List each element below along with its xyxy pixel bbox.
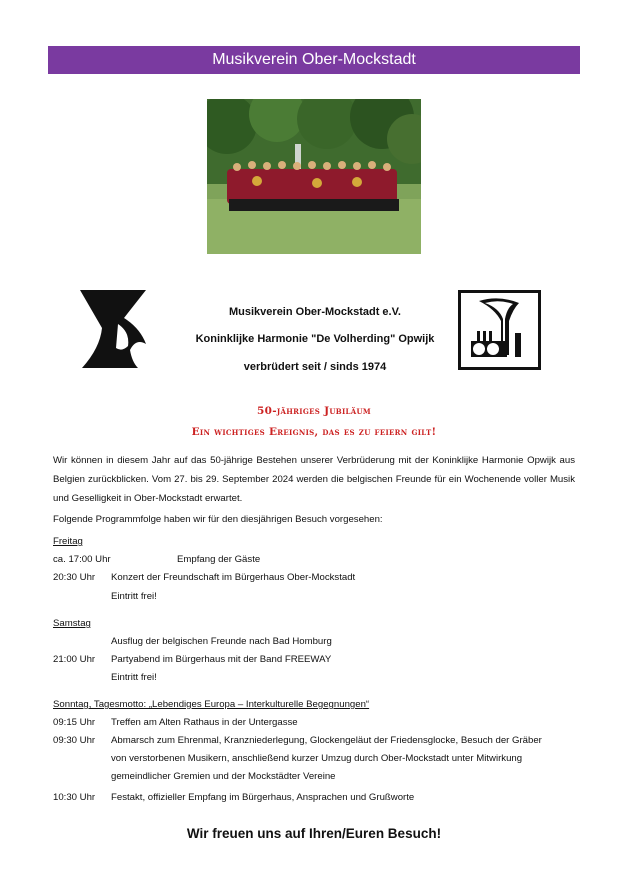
sunday-item-1: Treffen am Alten Rathaus in der Untergasse: [111, 717, 298, 728]
sunday-item-2-line-1: Abmarsch zum Ehrenmal, Kranzniederlegung, Glockengeläut der Friedensglocke, Besuch der Gräber: [111, 735, 542, 746]
saturday-note: Eintritt frei!: [111, 672, 157, 683]
saturday-heading: Samstag: [53, 618, 91, 629]
association-name-1: Musikverein Ober-Mockstadt e.V.: [229, 306, 401, 318]
jubilee-heading: 50-jähriges Jubiläum: [257, 405, 371, 417]
sunday-item-2-line-3: gemeindlicher Gremien und der Mockstädter Vereine: [111, 771, 336, 782]
saturday-item-2: Partyabend im Bürgerhaus mit der Band FREEWAY: [111, 654, 332, 665]
friday-note: Eintritt frei!: [111, 591, 157, 602]
sunday-time-3: 10:30 Uhr: [53, 792, 96, 803]
friday-item-2: Konzert der Freundschaft im Bürgerhaus Ober-Mockstadt: [111, 572, 356, 583]
sunday-item-3: Festakt, offizieller Empfang im Bürgerhaus, Ansprachen und Grußworte: [111, 792, 415, 803]
musikverein-logo: [78, 288, 148, 370]
intro-paragraph: Wir können in diesem Jahr auf das 50-jährige Bestehen unserer Verbrüderung mit der Koninklijke Harmonie Opwijk aus Belgien zurückblicken. Vom 27. bis 29. September 2024 werden die belgischen Freunde für ein Wochenende voller Musik und Geselligkeit in Ober-Mockstadt erwartet.: [53, 455, 575, 504]
saturday-item-1: Ausflug der belgischen Freunde nach Bad Homburg: [111, 636, 332, 647]
sunday-heading: Sonntag, Tagesmotto: „Lebendiges Europa – Interkulturelle Begegnungen“: [53, 699, 370, 710]
friday-heading: Freitag: [53, 536, 83, 547]
association-since: verbrüdert seit / sinds 1974: [243, 361, 387, 373]
page-title-banner: Musikverein Ober-Mockstadt: [48, 46, 580, 74]
sunday-item-2-line-2: von verstorbenen Musikern, anschließend kurzer Umzug durch Ober-Mockstadt unter Mitwirkung: [111, 753, 523, 764]
saturday-time-2: 21:00 Uhr: [53, 654, 96, 665]
group-photo: [207, 99, 421, 254]
association-name-2: Koninklijke Harmonie "De Volherding" Opwijk: [195, 333, 435, 345]
jubilee-subheading: Ein wichtiges Ereignis, das es zu feiern gilt!: [191, 426, 437, 438]
harmonie-logo: [458, 290, 541, 370]
closing-line: Wir freuen uns auf Ihren/Euren Besuch!: [186, 826, 442, 841]
program-intro: Folgende Programmfolge haben wir für den diesjährigen Besuch vorgesehen:: [53, 514, 383, 525]
friday-time-1: ca. 17:00 Uhr: [53, 554, 111, 565]
friday-item-1: Empfang der Gäste: [177, 554, 261, 565]
sunday-time-2: 09:30 Uhr: [53, 735, 96, 746]
friday-time-2: 20:30 Uhr: [53, 572, 96, 583]
sunday-time-1: 09:15 Uhr: [53, 717, 96, 728]
